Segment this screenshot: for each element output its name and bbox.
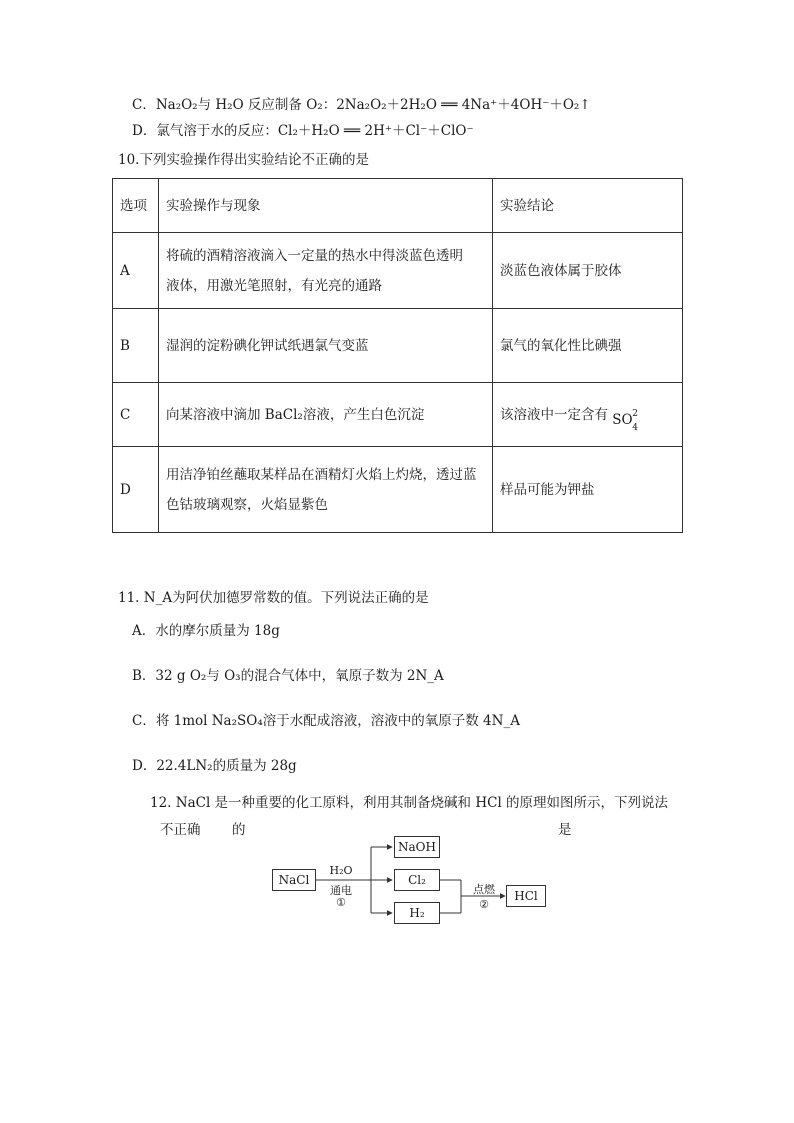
q12-stem-line1: 12. NaCl 是一种重要的化工原料，利用其制备烧碱和 HCl 的原理如图所示，下列说法 [150,795,669,811]
arrow2-step-number: ② [479,898,489,911]
row-conclusion: 氯气的氧化性比碘强 [493,309,683,383]
cl2-box: Cl₂ [394,869,440,891]
q9-option-c-label: C． [132,97,156,113]
nacl-box: NaCl [272,869,316,891]
header-option: 选项 [113,179,159,233]
q11-option-a: A．水的摩尔质量为 18g [132,623,280,639]
q12-stem-word-shi: 是 [558,822,572,838]
arrow1-water-label: H₂O [329,864,353,877]
q9-option-d-text: 氯气溶于水的反应：Cl₂＋H₂O ══ 2H⁺＋Cl⁻＋ClO⁻ [156,123,474,139]
header-operation: 实验操作与现象 [159,179,493,233]
row-operation-line: 将硫的酒精溶液滴入一定量的热水中得淡蓝色透明 [166,247,463,264]
row-option: C [113,383,159,447]
q11-option-c: C．将 1mol Na₂SO₄溶于水配成溶液，溶液中的氧原子数 4N_A [132,713,520,729]
row-option: A [113,233,159,309]
q9-option-c-text: Na₂O₂与 H₂O 反应制备 O₂：2Na₂O₂＋2H₂O ══ 4Na⁺＋4OH⁻＋O₂↑ [155,97,591,113]
q11-option-d: D．22.4LN₂的质量为 28g [132,758,297,774]
row-option: B [113,309,159,383]
sulfate-base: SO [612,411,633,428]
arrow1-step-number: ① [336,896,346,909]
row-conclusion: 样品可能为钾盐 [493,447,683,533]
arrow2-ignite-label: 点燃 [473,883,495,896]
q12-stem-word-de: 的 [232,822,246,838]
sulfate-subscript: 4 [632,422,639,433]
row-operation-line: 用洁净铂丝蘸取某样品在酒精灯火焰上灼烧，透过蓝 [166,466,477,483]
header-conclusion: 实验结论 [493,179,683,233]
row-conclusion: 淡蓝色液体属于胶体 [493,233,683,309]
q11-stem: 11. N_A为阿伏加德罗常数的值。下列说法正确的是 [118,590,429,606]
sulfate-charge: 2 [632,408,639,419]
q12-stem-word-not-correct: 不正确 [160,822,201,838]
row-operation: 湿润的淀粉碘化钾试纸遇氯气变蓝 [159,309,493,383]
naoh-box: NaOH [394,836,440,858]
arrow1-electrolysis-label: 通电 [330,884,352,897]
q11-option-b: B．32 g O₂与 O₃的混合气体中，氧原子数为 2N_A [132,668,444,684]
h2-box: H₂ [394,902,440,924]
row-conclusion-text: 该溶液中一定含有 [500,406,608,423]
row-operation: 向某溶液中滴加 BaCl₂溶液，产生白色沉淀 [159,383,493,447]
hcl-box: HCl [506,885,546,907]
q10-stem: 10.下列实验操作得出实验结论不正确的是 [118,152,369,168]
q9-option-d-label: D． [132,123,157,139]
row-operation-line: 液体，用激光笔照射，有光亮的通路 [166,277,382,294]
row-option: D [113,447,159,533]
row-operation-line: 色钴玻璃观察，火焰显紫色 [166,496,328,513]
